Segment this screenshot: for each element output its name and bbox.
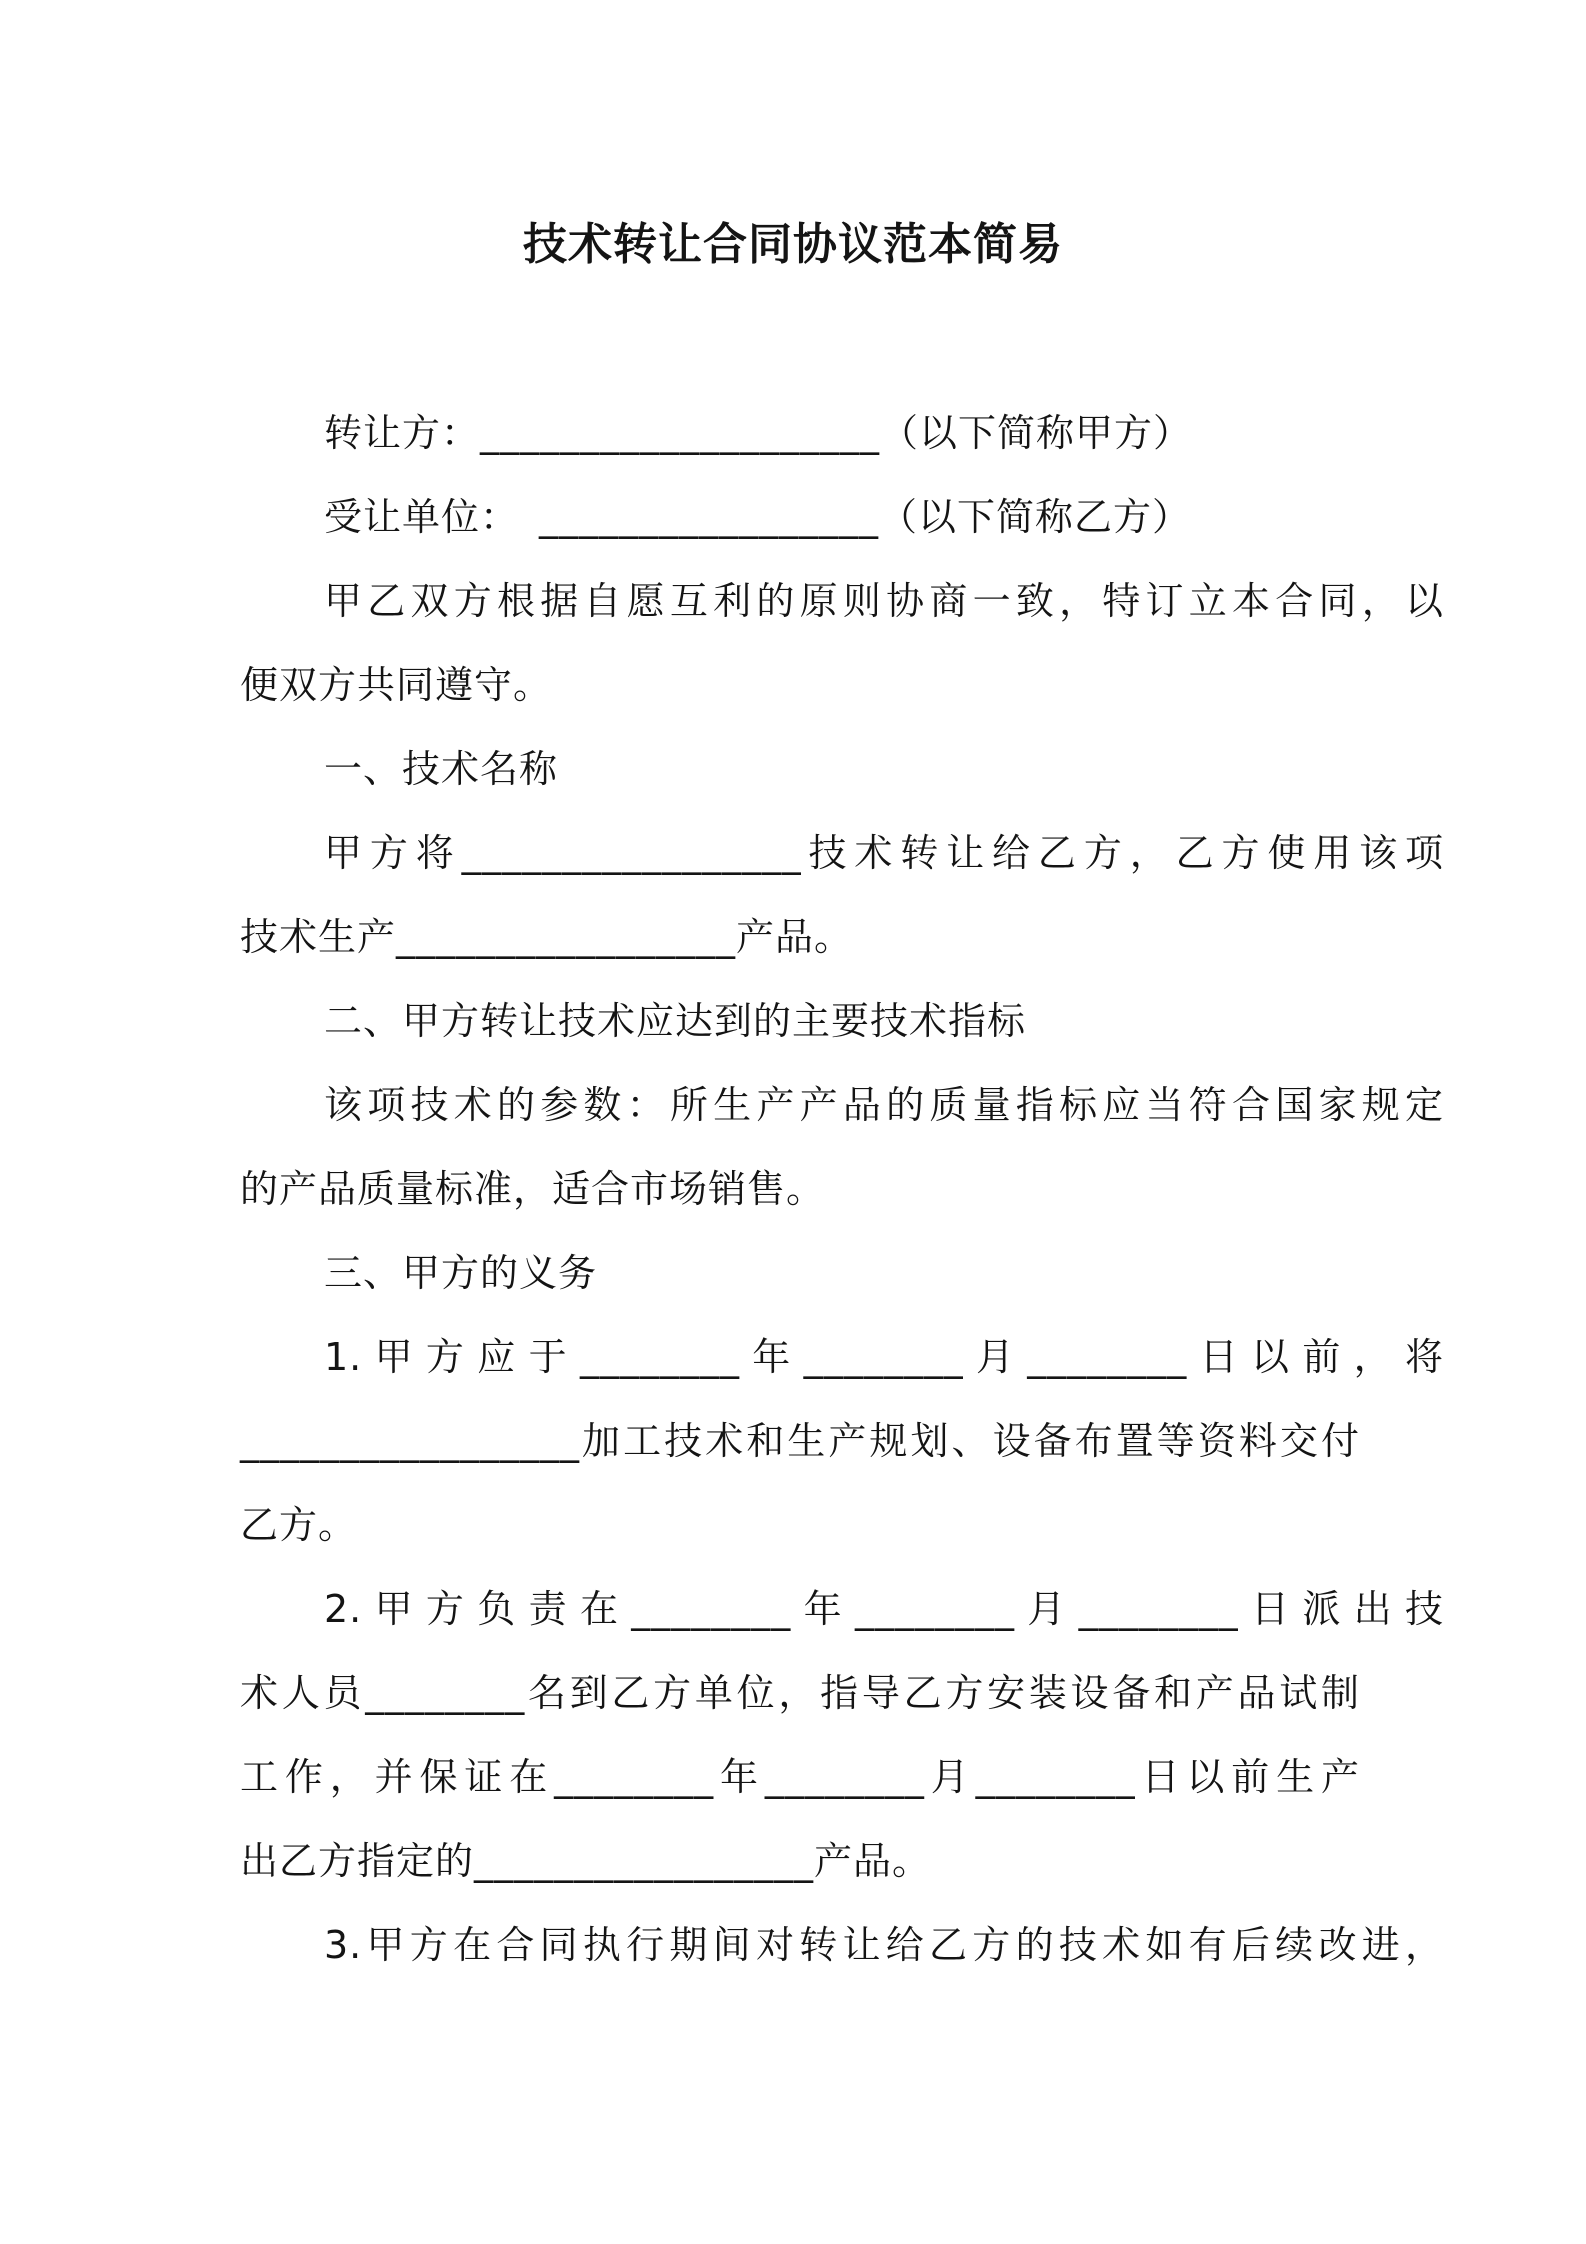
paragraph-line: 该项技术的参数：所生产产品的质量指标应当符合国家规定 bbox=[324, 1083, 1444, 1127]
paragraph-line: 甲方将_________________技术转让给乙方，乙方使用该项 bbox=[324, 831, 1444, 875]
paragraph-line: 3.甲方在合同执行期间对转让给乙方的技术如有后续改进， bbox=[324, 1923, 1444, 1967]
paragraph-line: 乙方。 bbox=[240, 1503, 358, 1547]
document-title: 技术转让合同协议范本简易 bbox=[523, 219, 1063, 270]
paragraph-line: _________________加工技术和生产规划、设备布置等资料交付 bbox=[240, 1419, 1360, 1463]
paragraph-line: 技术生产_________________产品。 bbox=[240, 915, 854, 959]
paragraph-line: 出乙方指定的_________________产品。 bbox=[240, 1839, 932, 1883]
section-heading-1: 一、技术名称 bbox=[324, 747, 559, 791]
paragraph-line: 术人员________名到乙方单位，指导乙方安装设备和产品试制 bbox=[240, 1671, 1360, 1715]
paragraph-line: 1.甲方应于________年________月________日以前，将 bbox=[324, 1335, 1444, 1379]
party-a-line: 转让方：____________________（以下简称甲方） bbox=[324, 411, 1193, 455]
paragraph-line: 2.甲方负责在________年________月________日派出技 bbox=[324, 1587, 1444, 1631]
party-b-line: 受让单位： _________________（以下简称乙方） bbox=[324, 495, 1192, 539]
paragraph-line: 甲乙双方根据自愿互利的原则协商一致，特订立本合同，以 bbox=[324, 579, 1444, 623]
section-heading-3: 三、甲方的义务 bbox=[324, 1251, 598, 1295]
section-heading-2: 二、甲方转让技术应达到的主要技术指标 bbox=[324, 999, 1027, 1043]
paragraph-line: 的产品质量标准，适合市场销售。 bbox=[240, 1167, 826, 1211]
paragraph-line: 便双方共同遵守。 bbox=[240, 663, 553, 707]
paragraph-line: 工作，并保证在________年________月________日以前生产 bbox=[240, 1755, 1360, 1799]
